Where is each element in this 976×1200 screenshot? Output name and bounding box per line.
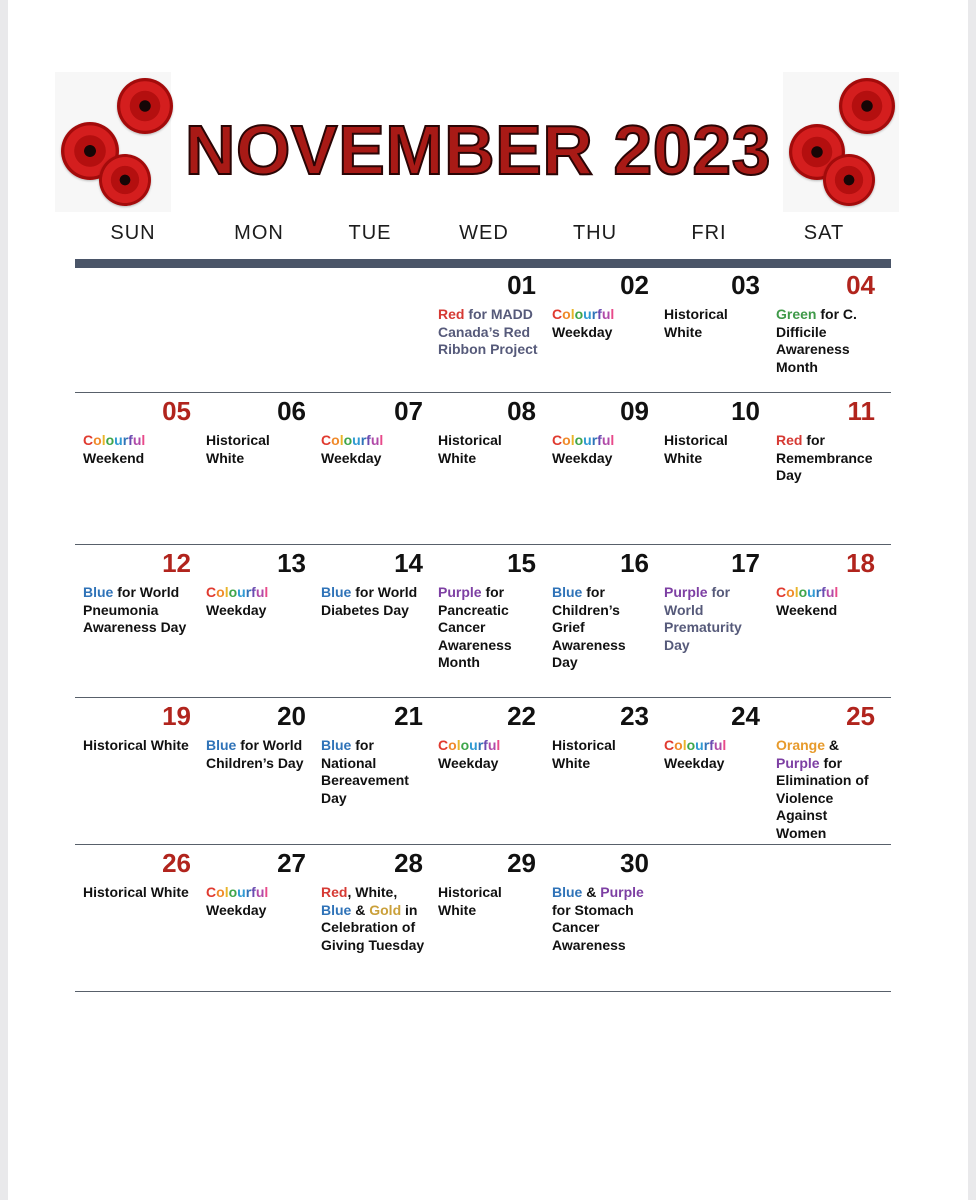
- day-cell: [430, 848, 544, 978]
- day-cell: [656, 548, 768, 678]
- colour-word: Colourful: [83, 432, 146, 448]
- note-text: Historical White: [438, 432, 502, 466]
- day-cell: [198, 848, 314, 978]
- weekday-label: FRI: [691, 222, 727, 244]
- day-number: 05: [162, 396, 191, 426]
- day-note: [83, 737, 195, 755]
- day-number: 22: [507, 701, 536, 731]
- colour-word: Red: [776, 432, 803, 448]
- day-cell: [768, 701, 883, 841]
- note-text: Weekend: [83, 449, 145, 466]
- colour-word: Colourful: [438, 737, 501, 753]
- day-note: [552, 584, 653, 672]
- note-text: for C. Difficile Awareness Month: [776, 306, 857, 375]
- colour-word: Red: [438, 306, 465, 322]
- day-note: [776, 737, 879, 842]
- note-text: for Stomach Cancer Awareness: [552, 901, 634, 953]
- colour-word: Colourful: [206, 884, 269, 900]
- day-note: [321, 737, 427, 807]
- colour-word: Blue: [552, 884, 583, 900]
- day-cell: [768, 270, 883, 400]
- header-divider-bar: [75, 259, 891, 268]
- note-text: Weekday: [438, 754, 499, 771]
- day-cell: [313, 548, 431, 678]
- day-note: [552, 306, 653, 341]
- weekday-label: WED: [459, 222, 509, 244]
- day-note: [83, 432, 195, 467]
- month-title: NOVEMBER 2023: [184, 111, 772, 189]
- day-note: [776, 584, 879, 619]
- colour-word: Red: [321, 884, 348, 900]
- day-cell: [198, 701, 314, 831]
- note-text: Weekend: [776, 601, 838, 618]
- day-cell: [544, 548, 657, 678]
- row-divider: [75, 392, 891, 393]
- day-note: [776, 306, 879, 376]
- note-text: Weekday: [552, 323, 613, 340]
- colour-word: Purple: [600, 884, 644, 900]
- colour-word: Blue: [83, 584, 114, 600]
- note-text: Weekday: [206, 901, 267, 918]
- day-number: 16: [620, 548, 649, 578]
- day-note: [664, 737, 764, 772]
- colour-word: Colourful: [664, 737, 727, 753]
- weekday-label: SUN: [110, 222, 156, 244]
- day-cell: [544, 701, 657, 831]
- day-note: [206, 884, 310, 919]
- day-note: [206, 737, 310, 772]
- day-cell: [656, 396, 768, 526]
- day-number: 24: [731, 701, 760, 731]
- day-number: 30: [620, 848, 649, 878]
- day-number: 27: [277, 848, 306, 878]
- day-number: 02: [620, 270, 649, 300]
- day-number: 19: [162, 701, 191, 731]
- colour-word: Blue: [206, 737, 237, 753]
- day-number: 18: [846, 548, 875, 578]
- day-cell: [768, 396, 883, 526]
- colour-word: Blue: [552, 584, 583, 600]
- note-text: in Celebration of Giving Tuesday: [321, 901, 425, 953]
- day-note: [664, 584, 764, 654]
- day-number: 26: [162, 848, 191, 878]
- day-cell: [313, 701, 431, 831]
- day-note: [776, 432, 879, 485]
- poppy-icon: [99, 154, 151, 206]
- day-note: [438, 432, 540, 467]
- note-text: Historical White: [552, 737, 616, 771]
- note-text: , White,: [347, 884, 398, 900]
- day-cell: [75, 701, 199, 831]
- day-cell: [544, 848, 657, 978]
- day-cell: [430, 548, 544, 678]
- day-cell: [313, 848, 431, 978]
- day-number: 28: [394, 848, 423, 878]
- note-text: for Children’s Grief Awareness Day: [552, 584, 626, 670]
- day-cell: [768, 548, 883, 678]
- day-note: [664, 432, 764, 467]
- note-text: Historical White: [664, 306, 728, 340]
- day-cell: [430, 701, 544, 831]
- day-note: [438, 884, 540, 919]
- day-number: 13: [277, 548, 306, 578]
- colour-word: Blue: [321, 901, 352, 918]
- day-number: 04: [846, 270, 875, 300]
- day-number: 08: [507, 396, 536, 426]
- day-cell: [544, 396, 657, 526]
- colour-word: Purple: [664, 584, 708, 600]
- day-cell: [430, 396, 544, 526]
- day-number: 03: [731, 270, 760, 300]
- day-cell: [430, 270, 544, 400]
- colour-word: Green: [776, 306, 817, 322]
- day-note: [438, 584, 540, 672]
- note-text: Weekday: [552, 449, 613, 466]
- day-cell: [75, 396, 199, 526]
- note-text: Historical White: [83, 737, 189, 753]
- note-text: Historical White: [438, 884, 502, 918]
- day-number: 25: [846, 701, 875, 731]
- colour-word: Purple: [438, 584, 482, 600]
- day-note: [83, 884, 195, 902]
- calendar-page: [8, 0, 968, 1200]
- note-text: Historical White: [664, 432, 728, 466]
- note-text: Weekday: [206, 601, 267, 618]
- colour-word: Blue: [321, 737, 352, 753]
- day-cell: [198, 396, 314, 526]
- colour-word: Colourful: [552, 432, 615, 448]
- colour-word: Colourful: [776, 584, 839, 600]
- row-divider: [75, 991, 891, 992]
- note-text: for Pancreatic Cancer Awareness Month: [438, 584, 512, 670]
- day-number: 29: [507, 848, 536, 878]
- poppy-icon: [823, 154, 875, 206]
- day-number: 12: [162, 548, 191, 578]
- colour-word: Colourful: [321, 432, 384, 448]
- note-text: for World Pneumonia Awareness Day: [83, 584, 187, 635]
- day-number: 21: [394, 701, 423, 731]
- row-divider: [75, 697, 891, 698]
- note-text: Weekday: [321, 449, 382, 466]
- colour-word: for World Prematurity Day: [664, 584, 742, 653]
- day-number: 23: [620, 701, 649, 731]
- note-text: Weekday: [664, 754, 725, 771]
- day-note: [552, 432, 653, 467]
- note-text: for World Diabetes Day: [321, 584, 418, 618]
- poppy-cluster-left: [55, 72, 171, 212]
- day-note: [321, 584, 427, 619]
- colour-word: Blue: [321, 584, 352, 600]
- day-number: 14: [394, 548, 423, 578]
- day-number: 01: [507, 270, 536, 300]
- note-text: Historical White: [206, 432, 270, 466]
- day-note: [83, 584, 195, 637]
- colour-word: Gold: [369, 901, 402, 918]
- row-divider: [75, 544, 891, 545]
- day-cell: [656, 270, 768, 400]
- day-number: 20: [277, 701, 306, 731]
- colour-word: Colourful: [552, 306, 615, 322]
- day-number: 06: [277, 396, 306, 426]
- colour-word: Orange: [776, 737, 826, 753]
- day-number: 11: [847, 396, 875, 426]
- note-text: &: [351, 901, 370, 918]
- note-text: for National Bereavement Day: [321, 737, 409, 806]
- note-text: for Remembrance Day: [776, 432, 873, 483]
- colour-word: Purple: [776, 754, 820, 771]
- note-text: Historical White: [83, 884, 189, 900]
- day-cell: [75, 548, 199, 678]
- day-note: [206, 432, 310, 467]
- day-note: [552, 884, 653, 954]
- day-number: 07: [394, 396, 423, 426]
- day-number: 15: [507, 548, 536, 578]
- note-text: &: [582, 884, 601, 900]
- poppy-icon: [839, 78, 895, 134]
- day-note: [206, 584, 310, 619]
- weekday-label: SAT: [803, 222, 845, 244]
- weekday-label: MON: [234, 222, 284, 244]
- day-cell: [313, 396, 431, 526]
- day-number: 09: [620, 396, 649, 426]
- day-cell: [75, 848, 199, 978]
- day-cell: [656, 701, 768, 831]
- day-note: [438, 306, 540, 359]
- note-text: &: [825, 737, 840, 753]
- row-divider: [75, 844, 891, 845]
- colour-word: for MADD Canada’s Red Ribbon Project: [438, 306, 538, 357]
- colour-word: Colourful: [206, 584, 269, 600]
- day-number: 17: [731, 548, 760, 578]
- weekday-label: THU: [572, 222, 618, 244]
- day-note: [321, 884, 427, 954]
- day-note: [321, 432, 427, 467]
- poppy-cluster-right: [783, 72, 899, 212]
- note-text: for Elimination of Violence Against Women: [776, 754, 869, 841]
- note-text: for World Children’s Day: [206, 737, 304, 771]
- poppy-icon: [117, 78, 173, 134]
- weekday-header: [75, 222, 891, 250]
- day-note: [552, 737, 653, 772]
- day-number: 10: [731, 396, 760, 426]
- day-note: [438, 737, 540, 772]
- day-cell: [544, 270, 657, 400]
- weekday-label: TUE: [348, 222, 392, 244]
- day-cell: [198, 548, 314, 678]
- day-note: [664, 306, 764, 341]
